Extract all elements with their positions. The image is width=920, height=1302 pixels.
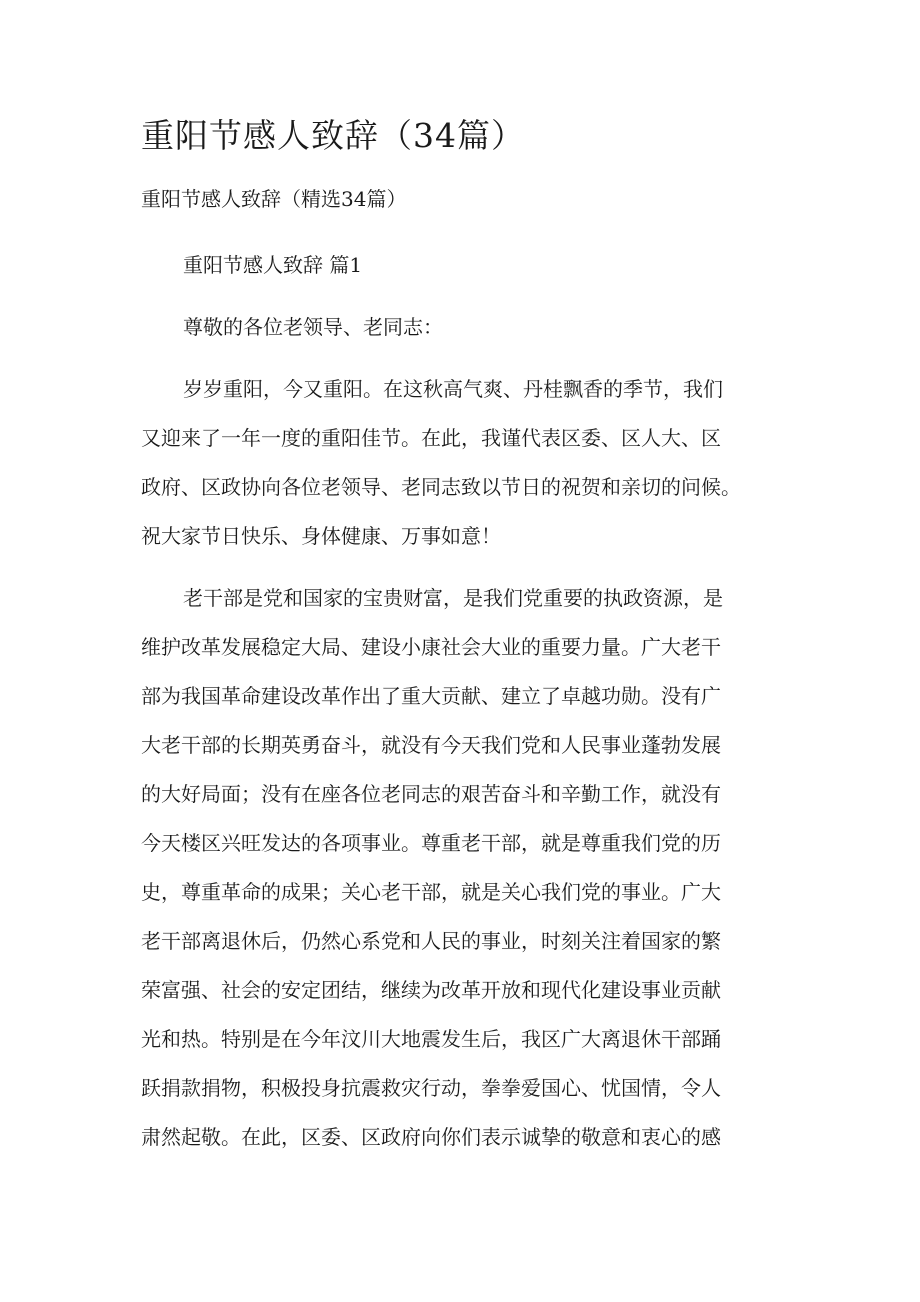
paragraph-line: 老干部离退休后，仍然心系党和人民的事业，时刻关注着国家的繁 — [141, 929, 721, 953]
paragraph-line: 老干部是党和国家的宝贵财富，是我们党重要的执政资源，是 — [183, 586, 723, 610]
document-subtitle: 重阳节感人致辞（精选34篇） — [141, 187, 407, 211]
section-heading: 重阳节感人致辞 篇1 — [183, 253, 363, 277]
paragraph-line: 政府、区政协向各位老领导、老同志致以节日的祝贺和亲切的问候。 — [141, 475, 741, 499]
paragraph-line: 光和热。特别是在今年汶川大地震发生后，我区广大离退休干部踊 — [141, 1027, 721, 1051]
paragraph-line: 维护改革发展稳定大局、建设小康社会大业的重要力量。广大老干 — [141, 635, 721, 659]
paragraph-line: 的大好局面；没有在座各位老同志的艰苦奋斗和辛勤工作，就没有 — [141, 782, 721, 806]
paragraph-line: 今天楼区兴旺发达的各项事业。尊重老干部，就是尊重我们党的历 — [141, 831, 721, 855]
paragraph-line: 肃然起敬。在此，区委、区政府向你们表示诚挚的敬意和衷心的感 — [141, 1125, 721, 1149]
paragraph-line: 史，尊重革命的成果；关心老干部，就是关心我们党的事业。广大 — [141, 880, 721, 904]
salutation: 尊敬的各位老领导、老同志： — [183, 315, 443, 339]
paragraph-line: 大老干部的长期英勇奋斗，就没有今天我们党和人民事业蓬勃发展 — [141, 733, 721, 757]
paragraph-line: 部为我国革命建设改革作出了重大贡献、建立了卓越功勋。没有广 — [141, 684, 721, 708]
paragraph-line: 跃捐款捐物，积极投身抗震救灾行动，拳拳爱国心、忧国情，令人 — [141, 1076, 721, 1100]
paragraph-line: 岁岁重阳，今又重阳。在这秋高气爽、丹桂飘香的季节，我们 — [183, 377, 723, 401]
paragraph-line: 祝大家节日快乐、身体健康、万事如意！ — [141, 524, 501, 548]
paragraph-line: 荣富强、社会的安定团结，继续为改革开放和现代化建设事业贡献 — [141, 978, 721, 1002]
paragraph-line: 又迎来了一年一度的重阳佳节。在此，我谨代表区委、区人大、区 — [141, 426, 721, 450]
document-title: 重阳节感人致辞（34篇） — [141, 116, 525, 155]
